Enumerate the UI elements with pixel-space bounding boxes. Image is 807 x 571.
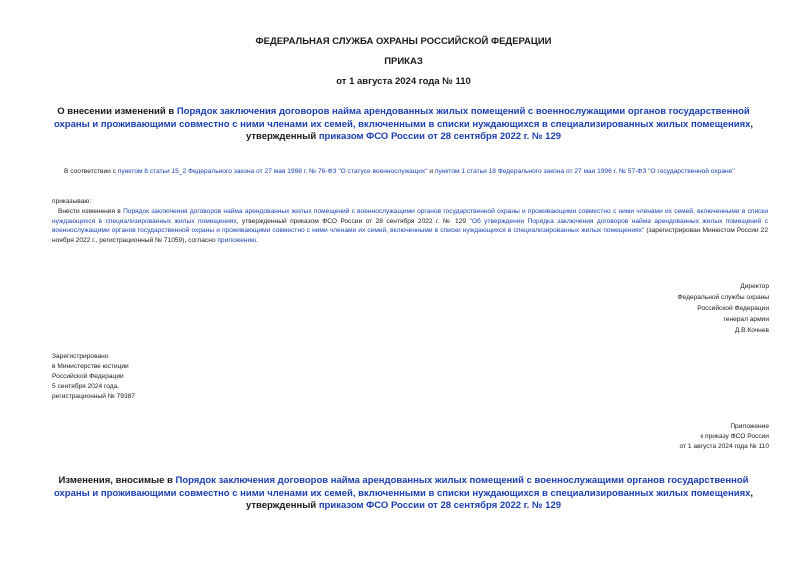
- registration-line-3: Российской Федерации: [52, 373, 124, 380]
- signature-agency: Федеральной службы охраны: [677, 294, 769, 301]
- paragraph-order: [52, 207, 768, 245]
- document-date: от 1 августа 2024 года № 110: [336, 76, 471, 87]
- appendix-title-prefix: Изменения, вносимые в: [58, 475, 176, 486]
- paragraph-basis: [52, 167, 768, 177]
- title-link-procedure[interactable]: Порядок заключения договоров найма арендованных жилых помещений с военнослужащими органов государственной охраны и проживающими совместно с ними членами их семей, включенными в списки нуждающихся в специализированных жилых помещениях: [53, 106, 751, 130]
- orders-label: приказываю:: [52, 198, 92, 205]
- link-appendix[interactable]: приложению: [217, 236, 257, 244]
- paragraph-order-end: .: [256, 236, 258, 244]
- paragraph-order-text-3: (зарегистрирован Минюстом России 22 ноября 2022 г., регистрационный № 71059), согласно: [52, 227, 769, 244]
- registration-block: [52, 352, 252, 402]
- appendix-date: от 1 августа 2024 года № 110: [679, 443, 769, 450]
- link-law-state-protection[interactable]: пунктом 1 статьи 18 Федерального закона от 27 мая 1996 г. № 57-ФЗ "О государственной охране": [434, 168, 735, 175]
- registration-number: регистрационный № 79387: [52, 393, 135, 400]
- appendix-reference: к приказу ФСО России: [700, 433, 769, 440]
- appendix-label: Приложение: [730, 423, 769, 430]
- link-law-status-servicemen[interactable]: пунктом 8 статьи 15_2 Федерального закона от 27 мая 1998 г. № 76-ФЗ "О статусе военнослужащих": [117, 168, 428, 175]
- signature-block: [569, 281, 769, 336]
- registration-date: 5 сентября 2024 года,: [52, 383, 120, 390]
- paragraph-basis-text: В соответствии с: [64, 168, 118, 175]
- document-type: ПРИКАЗ: [384, 56, 423, 67]
- title-middle: , утвержденный: [245, 118, 754, 142]
- appendix-block: [549, 422, 769, 452]
- paragraph-order-text-2: , утвержденный приказом ФСО России от 28 сентября 2022 г. № 129: [236, 217, 470, 225]
- paragraph-order-text: Внести изменения в: [58, 208, 124, 215]
- paragraph-basis-and: и: [427, 168, 435, 175]
- appendix-title: [40, 475, 767, 513]
- title-prefix: О внесении изменений в: [57, 106, 177, 117]
- document-title: [40, 106, 767, 144]
- signature-name: Д.В.Кочнев: [734, 327, 769, 334]
- signature-rank: генерал армии: [723, 316, 769, 323]
- link-procedure[interactable]: Порядок заключения договоров найма арендованных жилых помещений с военнослужащими органов государственной охраны и проживающими совместно с ними членами их семей, включенными в списки нуждающихся в специализированных жилых помещениях: [52, 208, 768, 225]
- signature-position: Директор: [740, 283, 769, 290]
- title-link-order[interactable]: приказом ФСО России от 28 сентября 2022 г. № 129: [318, 131, 562, 142]
- appendix-title-middle: , утвержденный: [245, 487, 754, 511]
- link-approval-order[interactable]: "Об утверждении Порядка заключения договоров найма арендованных жилых помещений с военнослужащими органов государственной охраны и проживающими совместно с ними членами их семей, включенными в списки нуждающихся в специализированных жилых помещениях": [52, 217, 769, 234]
- appendix-title-link-procedure[interactable]: Порядок заключения договоров найма арендованных жилых помещений с военнослужащими органов государственной охраны и проживающими совместно с ними членами их семей, включенными в списки нуждающихся в специализированных жилых помещениях: [53, 475, 751, 499]
- agency-name: ФЕДЕРАЛЬНАЯ СЛУЖБА ОХРАНЫ РОССИЙСКОЙ ФЕДЕРАЦИИ: [255, 36, 552, 47]
- registration-line-1: Зарегистрировано: [52, 353, 109, 360]
- appendix-title-link-order[interactable]: приказом ФСО России от 28 сентября 2022 г. № 129: [318, 500, 562, 511]
- registration-line-2: в Министерстве юстиции: [52, 363, 129, 370]
- signature-country: Российской Федерации: [697, 305, 769, 312]
